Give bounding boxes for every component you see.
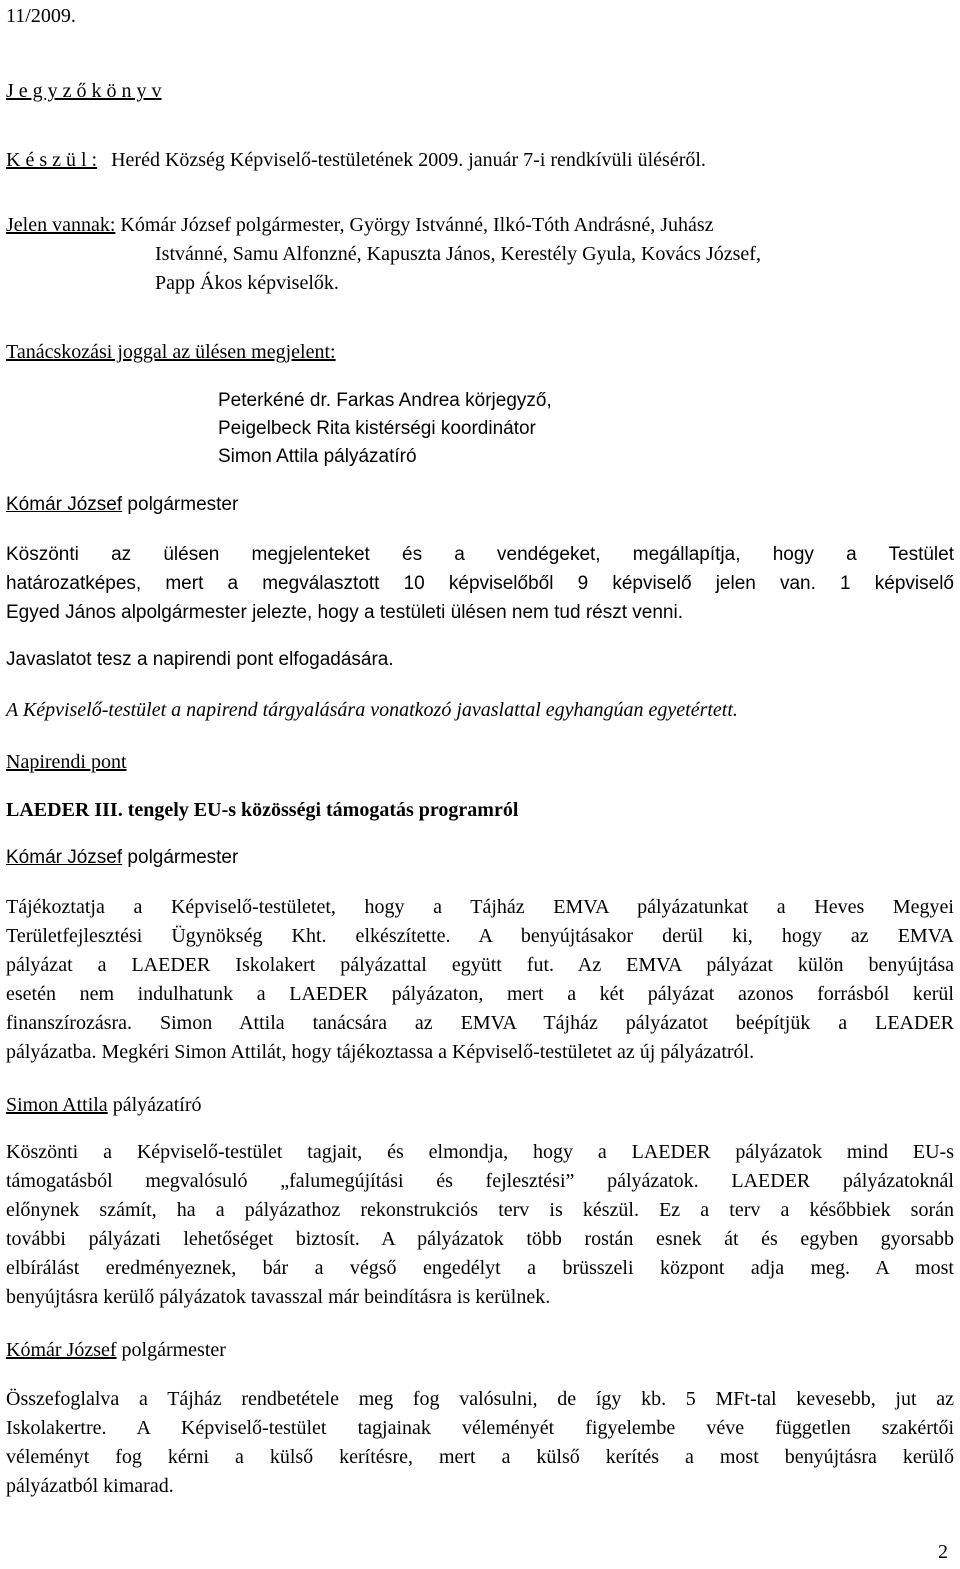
decision-text: A Képviselő-testület a napirend tárgyalására vonatkozó javaslattal egyhangúan egyetértett. — [6, 699, 738, 721]
paragraph-1-line: Egyed János alpolgármester jelezte, hogy a testületi ülésen nem tud részt venni. — [6, 602, 683, 623]
speaker-2-role: polgármester — [122, 847, 239, 868]
paragraph-2-line: Területfejlesztési Ügynökség Kht. elkészítette. A benyújtásakor derül ki, hogy az EMVA — [6, 925, 954, 947]
paragraph-3-line: Köszönti a Képviselő-testület tagjait, és elmondja, hogy a LAEDER pályázatok mind EU-s — [6, 1141, 954, 1163]
advisory-heading: Tanácskozási joggal az ülésen megjelent: — [6, 341, 336, 363]
speaker-3-role: pályázatíró — [107, 1094, 202, 1116]
paragraph-2-line: Tájékoztatja a Képviselő-testületet, hogy a Tájház EMVA pályázatunkat a Heves Megyei — [6, 896, 954, 918]
advisory-member-1: Peterkéné dr. Farkas Andrea körjegyző, — [218, 390, 552, 411]
agenda-heading: Napirendi pont — [6, 751, 127, 773]
paragraph-4-line: pályázatból kimarad. — [6, 1475, 174, 1497]
speaker-4-name: Kómár József — [6, 1339, 117, 1361]
speaker-1-role: polgármester — [122, 494, 239, 515]
paragraph-1-line: határozatképes, mert a megválasztott 10 képviselőből 9 képviselő jelen van. 1 képviselő — [6, 573, 954, 594]
prepared-label: K é s z ü l : — [6, 149, 98, 171]
paragraph-4-line: Iskolakertre. A Képviselő-testület tagjainak véleményét figyelembe véve független szakértői — [6, 1417, 954, 1439]
present-line-2: Istvánné, Samu Alfonzné, Kapuszta János, Kerestély Gyula, Kovács József, — [155, 243, 761, 265]
present-text-1: Kómár József polgármester, György Istvánné, Ilkó-Tóth Andrásné, Juhász — [115, 214, 714, 236]
document-title: J e g y z ő k ö n y v — [6, 80, 162, 102]
speaker-4 — [6, 1338, 226, 1362]
paragraph-2-line: pályázatba. Megkéri Simon Attilát, hogy tájékoztassa a Képviselő-testületet az új pályázatról. — [6, 1041, 755, 1063]
speaker-2-name: Kómár József — [6, 847, 123, 868]
paragraph-4-line: véleményt fog kérni a külső kerítésre, mert a külső kerítés a most benyújtásra kerülő — [6, 1446, 954, 1468]
paragraph-2-line: finanszírozásra. Simon Attila tanácsára az EMVA Tájház pályázatot beépítjük a LEADER — [6, 1012, 954, 1034]
speaker-3-name: Simon Attila — [6, 1094, 108, 1116]
paragraph-4-line: Összefoglalva a Tájház rendbetétele meg fog valósulni, de így kb. 5 MFt-tal kevesebb, jut az — [6, 1388, 954, 1410]
present-line-1 — [6, 213, 714, 237]
speaker-3 — [6, 1093, 202, 1117]
paragraph-3-line: benyújtásra kerülő pályázatok tavasszal már beindításra is kerülnek. — [6, 1286, 551, 1308]
paragraph-3 — [6, 1138, 954, 1312]
paragraph-3-line: támogatásból megvalósuló „falumegújítási és fejlesztési” pályázatok. LAEDER pályázatoknál — [6, 1170, 954, 1192]
prepared-text: Heréd Község Képviselő-testületének 2009. január 7-i rendkívüli üléséről. — [111, 149, 706, 171]
paragraph-2-line: pályázat a LAEDER Iskolakert pályázattal együtt fut. Az EMVA pályázat külön benyújtása — [6, 954, 954, 976]
page-number: 2 — [938, 1541, 948, 1563]
present-label: Jelen vannak: — [6, 214, 116, 236]
advisory-member-2: Peigelbeck Rita kistérségi koordinátor — [218, 418, 536, 439]
paragraph-2-line: esetén nem indulhatunk a LAEDER pályázaton, mert a két pályázat azonos forrásból kerül — [6, 983, 954, 1005]
present-line-3: Papp Ákos képviselők. — [155, 272, 339, 294]
paragraph-3-line: előnynek számít, ha a pályázathoz rekonstrukciós terv is készül. Ez a terv a későbbiek során — [6, 1199, 954, 1221]
prepared-line — [6, 148, 706, 172]
paragraph-1 — [6, 540, 954, 627]
speaker-4-role: polgármester — [116, 1339, 226, 1361]
speaker-1 — [6, 493, 238, 517]
speaker-1-name: Kómár József — [6, 494, 123, 515]
paragraph-3-line: elbírálást eredményeznek, bár a végső engedélyt a brüsszeli központ adja meg. A most — [6, 1257, 954, 1279]
document-number: 11/2009. — [6, 5, 76, 27]
paragraph-4 — [6, 1385, 954, 1501]
advisory-member-3: Simon Attila pályázatíró — [218, 446, 417, 467]
paragraph-2 — [6, 893, 954, 1067]
agenda-topic: LAEDER III. tengely EU-s közösségi támogatás programról — [6, 799, 519, 821]
proposal-text: Javaslatot tesz a napirendi pont elfogadására. — [6, 649, 394, 670]
speaker-2 — [6, 846, 238, 870]
paragraph-3-line: további pályázati lehetőséget biztosít. A pályázatok több rostán esnek át és egyben gyorsabb — [6, 1228, 954, 1250]
paragraph-1-line: Köszönti az ülésen megjelenteket és a vendégeket, megállapítja, hogy a Testület — [6, 544, 954, 565]
